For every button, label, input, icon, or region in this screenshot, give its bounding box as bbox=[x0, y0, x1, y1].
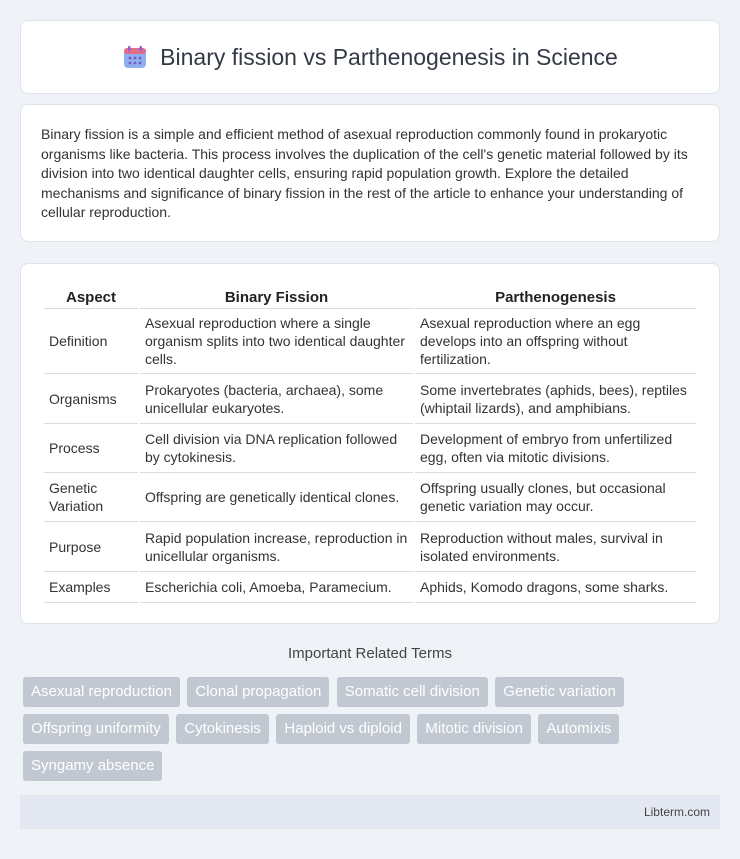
header-parthenogenesis: Parthenogenesis bbox=[415, 286, 696, 309]
tag-offspring-uniformity[interactable]: Offspring uniformity bbox=[23, 714, 169, 744]
binary-fission-cell: Asexual reproduction where a single organism splits into two identical daughter cells. bbox=[140, 309, 413, 374]
footer-site-link[interactable]: Libterm.com bbox=[643, 805, 710, 819]
parthenogenesis-cell: Some invertebrates (aphids, bees), reptiles (whiptail lizards), and amphibians. bbox=[415, 374, 696, 424]
related-terms-title: Important Related Terms bbox=[288, 645, 452, 662]
binary-fission-cell: Prokaryotes (bacteria, archaea), some unicellular eukaryotes. bbox=[140, 374, 413, 424]
table-row bbox=[44, 473, 696, 522]
tag-genetic-variation[interactable]: Genetic variation bbox=[495, 677, 624, 707]
parthenogenesis-cell: Offspring usually clones, but occasional genetic variation may occur. bbox=[415, 473, 696, 522]
table-row bbox=[44, 309, 696, 374]
table-row bbox=[44, 572, 696, 603]
aspect-cell: Definition bbox=[44, 309, 138, 374]
tag-haploid-vs-diploid[interactable]: Haploid vs diploid bbox=[276, 714, 410, 744]
related-terms-tags bbox=[23, 677, 723, 788]
tag-syngamy-absence[interactable]: Syngamy absence bbox=[23, 751, 162, 781]
table-row bbox=[44, 424, 696, 473]
tag-somatic-cell-division[interactable]: Somatic cell division bbox=[337, 677, 488, 707]
table-row bbox=[44, 522, 696, 572]
parthenogenesis-cell: Asexual reproduction where an egg develops into an offspring without fertilization. bbox=[415, 309, 696, 374]
page-title: Binary fission vs Parthenogenesis in Science bbox=[160, 43, 618, 70]
binary-fission-cell: Escherichia coli, Amoeba, Paramecium. bbox=[140, 572, 413, 603]
footer bbox=[20, 795, 720, 829]
calendar-icon bbox=[122, 44, 148, 70]
tag-automixis[interactable]: Automixis bbox=[538, 714, 619, 744]
tag-cytokinesis[interactable]: Cytokinesis bbox=[176, 714, 269, 744]
header-binary-fission: Binary Fission bbox=[140, 286, 413, 309]
title-wrap bbox=[122, 44, 618, 71]
aspect-cell: Organisms bbox=[44, 374, 138, 424]
aspect-cell: Process bbox=[44, 424, 138, 473]
aspect-cell: Examples bbox=[44, 572, 138, 603]
header-aspect: Aspect bbox=[44, 286, 138, 309]
tag-clonal-propagation[interactable]: Clonal propagation bbox=[187, 677, 329, 707]
intro-text: Binary fission is a simple and efficient method of asexual reproduction commonly found in prokaryotic organisms like bacteria. This process involves the duplication of the cell's genetic material followed by its division into two identical daughter cells, ensuring rapid population growth. Explore the detailed mechanisms and significance of binary fission in the rest of the article to enhance your understanding of cellular reproduction. bbox=[41, 126, 688, 221]
table-row bbox=[44, 374, 696, 424]
parthenogenesis-cell: Reproduction without males, survival in isolated environments. bbox=[415, 522, 696, 572]
binary-fission-cell: Cell division via DNA replication followed by cytokinesis. bbox=[140, 424, 413, 473]
comparison-table bbox=[42, 286, 698, 603]
binary-fission-cell: Offspring are genetically identical clones. bbox=[140, 473, 413, 522]
aspect-cell: Genetic Variation bbox=[44, 473, 138, 522]
intro-card bbox=[20, 104, 720, 242]
aspect-cell: Purpose bbox=[44, 522, 138, 572]
table-header-row bbox=[44, 286, 696, 309]
tag-asexual-reproduction[interactable]: Asexual reproduction bbox=[23, 677, 180, 707]
parthenogenesis-cell: Aphids, Komodo dragons, some sharks. bbox=[415, 572, 696, 603]
binary-fission-cell: Rapid population increase, reproduction in unicellular organisms. bbox=[140, 522, 413, 572]
header-card bbox=[20, 20, 720, 94]
tag-mitotic-division[interactable]: Mitotic division bbox=[417, 714, 531, 744]
parthenogenesis-cell: Development of embryo from unfertilized egg, often via mitotic divisions. bbox=[415, 424, 696, 473]
comparison-table-card bbox=[20, 263, 720, 624]
